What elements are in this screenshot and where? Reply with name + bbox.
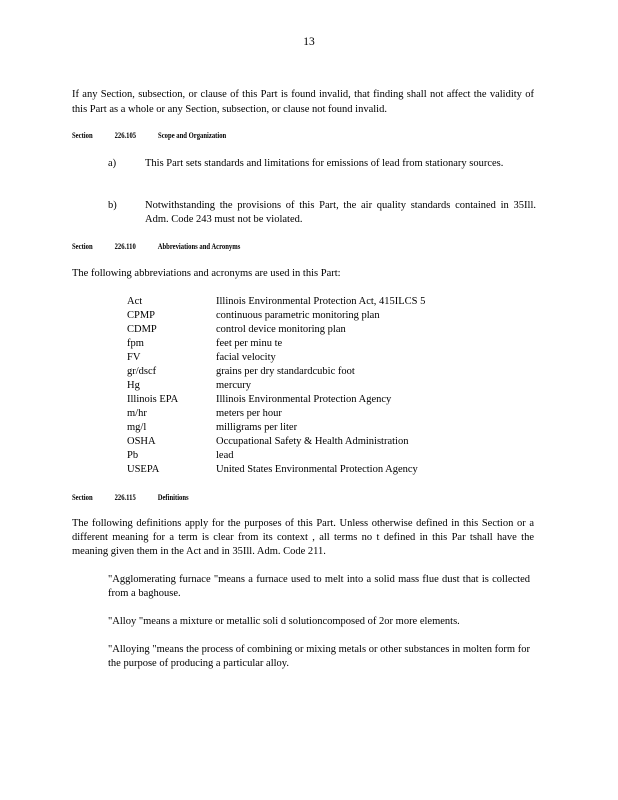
table-row [127, 393, 425, 407]
abbreviation: m/hr [127, 408, 147, 419]
abbreviation: USEPA [127, 464, 160, 475]
section-title: Definitions [157, 492, 189, 502]
definition-alloying: "Alloying "means the process of combining or mixing metals or other substances in molten form for the purpose of producing a particular alloy. [108, 644, 530, 669]
abbreviation: Hg [127, 380, 140, 391]
section-heading-226-105 [72, 130, 226, 140]
item-marker: b) [108, 200, 117, 211]
definition-agglomerating-furnace: "Agglomerating furnace "means a furnace used to melt into a solid mass flue dust that is collected from a baghouse. [108, 574, 530, 599]
table-row [127, 351, 425, 365]
meaning: milligrams per liter [216, 422, 298, 433]
meaning: feet per minu te [216, 338, 283, 349]
meaning: meters per hour [216, 408, 282, 419]
abbreviation: OSHA [127, 436, 156, 447]
table-row [127, 295, 425, 309]
meaning: lead [216, 450, 234, 461]
section-label: Section [72, 492, 93, 502]
meaning: grains per dry standardcubic foot [216, 366, 355, 377]
table-row [127, 365, 425, 379]
table-row [127, 337, 425, 351]
abbreviations-intro: The following abbreviations and acronyms are used in this Part: [72, 268, 341, 279]
abbreviation: Pb [127, 450, 139, 461]
section-number: 226.105 [114, 130, 137, 140]
meaning: facial velocity [216, 352, 276, 363]
table-row [127, 421, 425, 435]
section-heading-226-115 [72, 492, 189, 502]
abbreviation: CDMP [127, 324, 157, 335]
item-text: This Part sets standards and limitations for emissions of lead from stationary sources. [145, 158, 504, 169]
abbreviation: Act [127, 296, 143, 307]
table-row [127, 379, 425, 393]
section-title: Abbreviations and Acronyms [157, 241, 241, 251]
meaning: Illinois Environmental Protection Agency [216, 394, 392, 405]
meaning: control device monitoring plan [216, 324, 346, 335]
meaning: Illinois Environmental Protection Act, 415ILCS 5 [216, 296, 426, 307]
item-text: Notwithstanding the provisions of this Part, the air quality standards contained in 35Ill. Adm. Code 243 must not be violated. [145, 200, 536, 225]
page-number: 13 [303, 36, 315, 48]
table-row [127, 463, 425, 477]
abbreviation: Illinois EPA [127, 394, 179, 405]
table-row [127, 323, 425, 337]
section-label: Section [72, 130, 93, 140]
abbreviation: fpm [127, 338, 144, 349]
section-number: 226.110 [114, 241, 136, 251]
table-row [127, 449, 425, 463]
table-row [127, 309, 425, 323]
abbreviation: gr/dscf [127, 366, 157, 377]
section-heading-226-110 [72, 241, 240, 251]
abbreviations-table [127, 295, 425, 477]
scope-item-a [108, 157, 536, 185]
section-number: 226.115 [114, 492, 136, 502]
table-row [127, 407, 425, 421]
section-label: Section [72, 241, 93, 251]
item-marker: a) [108, 158, 117, 169]
meaning: mercury [216, 380, 251, 391]
abbreviation: mg/l [127, 422, 147, 433]
meaning: Occupational Safety & Health Administration [216, 436, 409, 447]
scope-item-b [108, 199, 536, 227]
section-title: Scope and Organization [158, 130, 227, 140]
table-row [127, 435, 425, 449]
abbreviation: CPMP [127, 310, 156, 321]
meaning: United States Environmental Protection Agency [216, 464, 418, 475]
meaning: continuous parametric monitoring plan [216, 310, 380, 321]
definition-alloy: "Alloy "means a mixture or metallic soli d solutioncomposed of 2or more elements. [108, 616, 460, 627]
definitions-intro: The following definitions apply for the purposes of this Part. Unless otherwise defined in this Section or a different meaning for a term is clear from its context , all terms no t defined in this Par tshall have the meaning given them in the Act and in 35Ill. Adm. Code 211. [72, 518, 534, 557]
intro-paragraph: If any Section, subsection, or clause of this Part is found invalid, that finding shall not affect the validity of this Part as a whole or any Section, subsection, or clause not found invalid. [72, 89, 534, 115]
abbreviation: FV [127, 352, 141, 363]
